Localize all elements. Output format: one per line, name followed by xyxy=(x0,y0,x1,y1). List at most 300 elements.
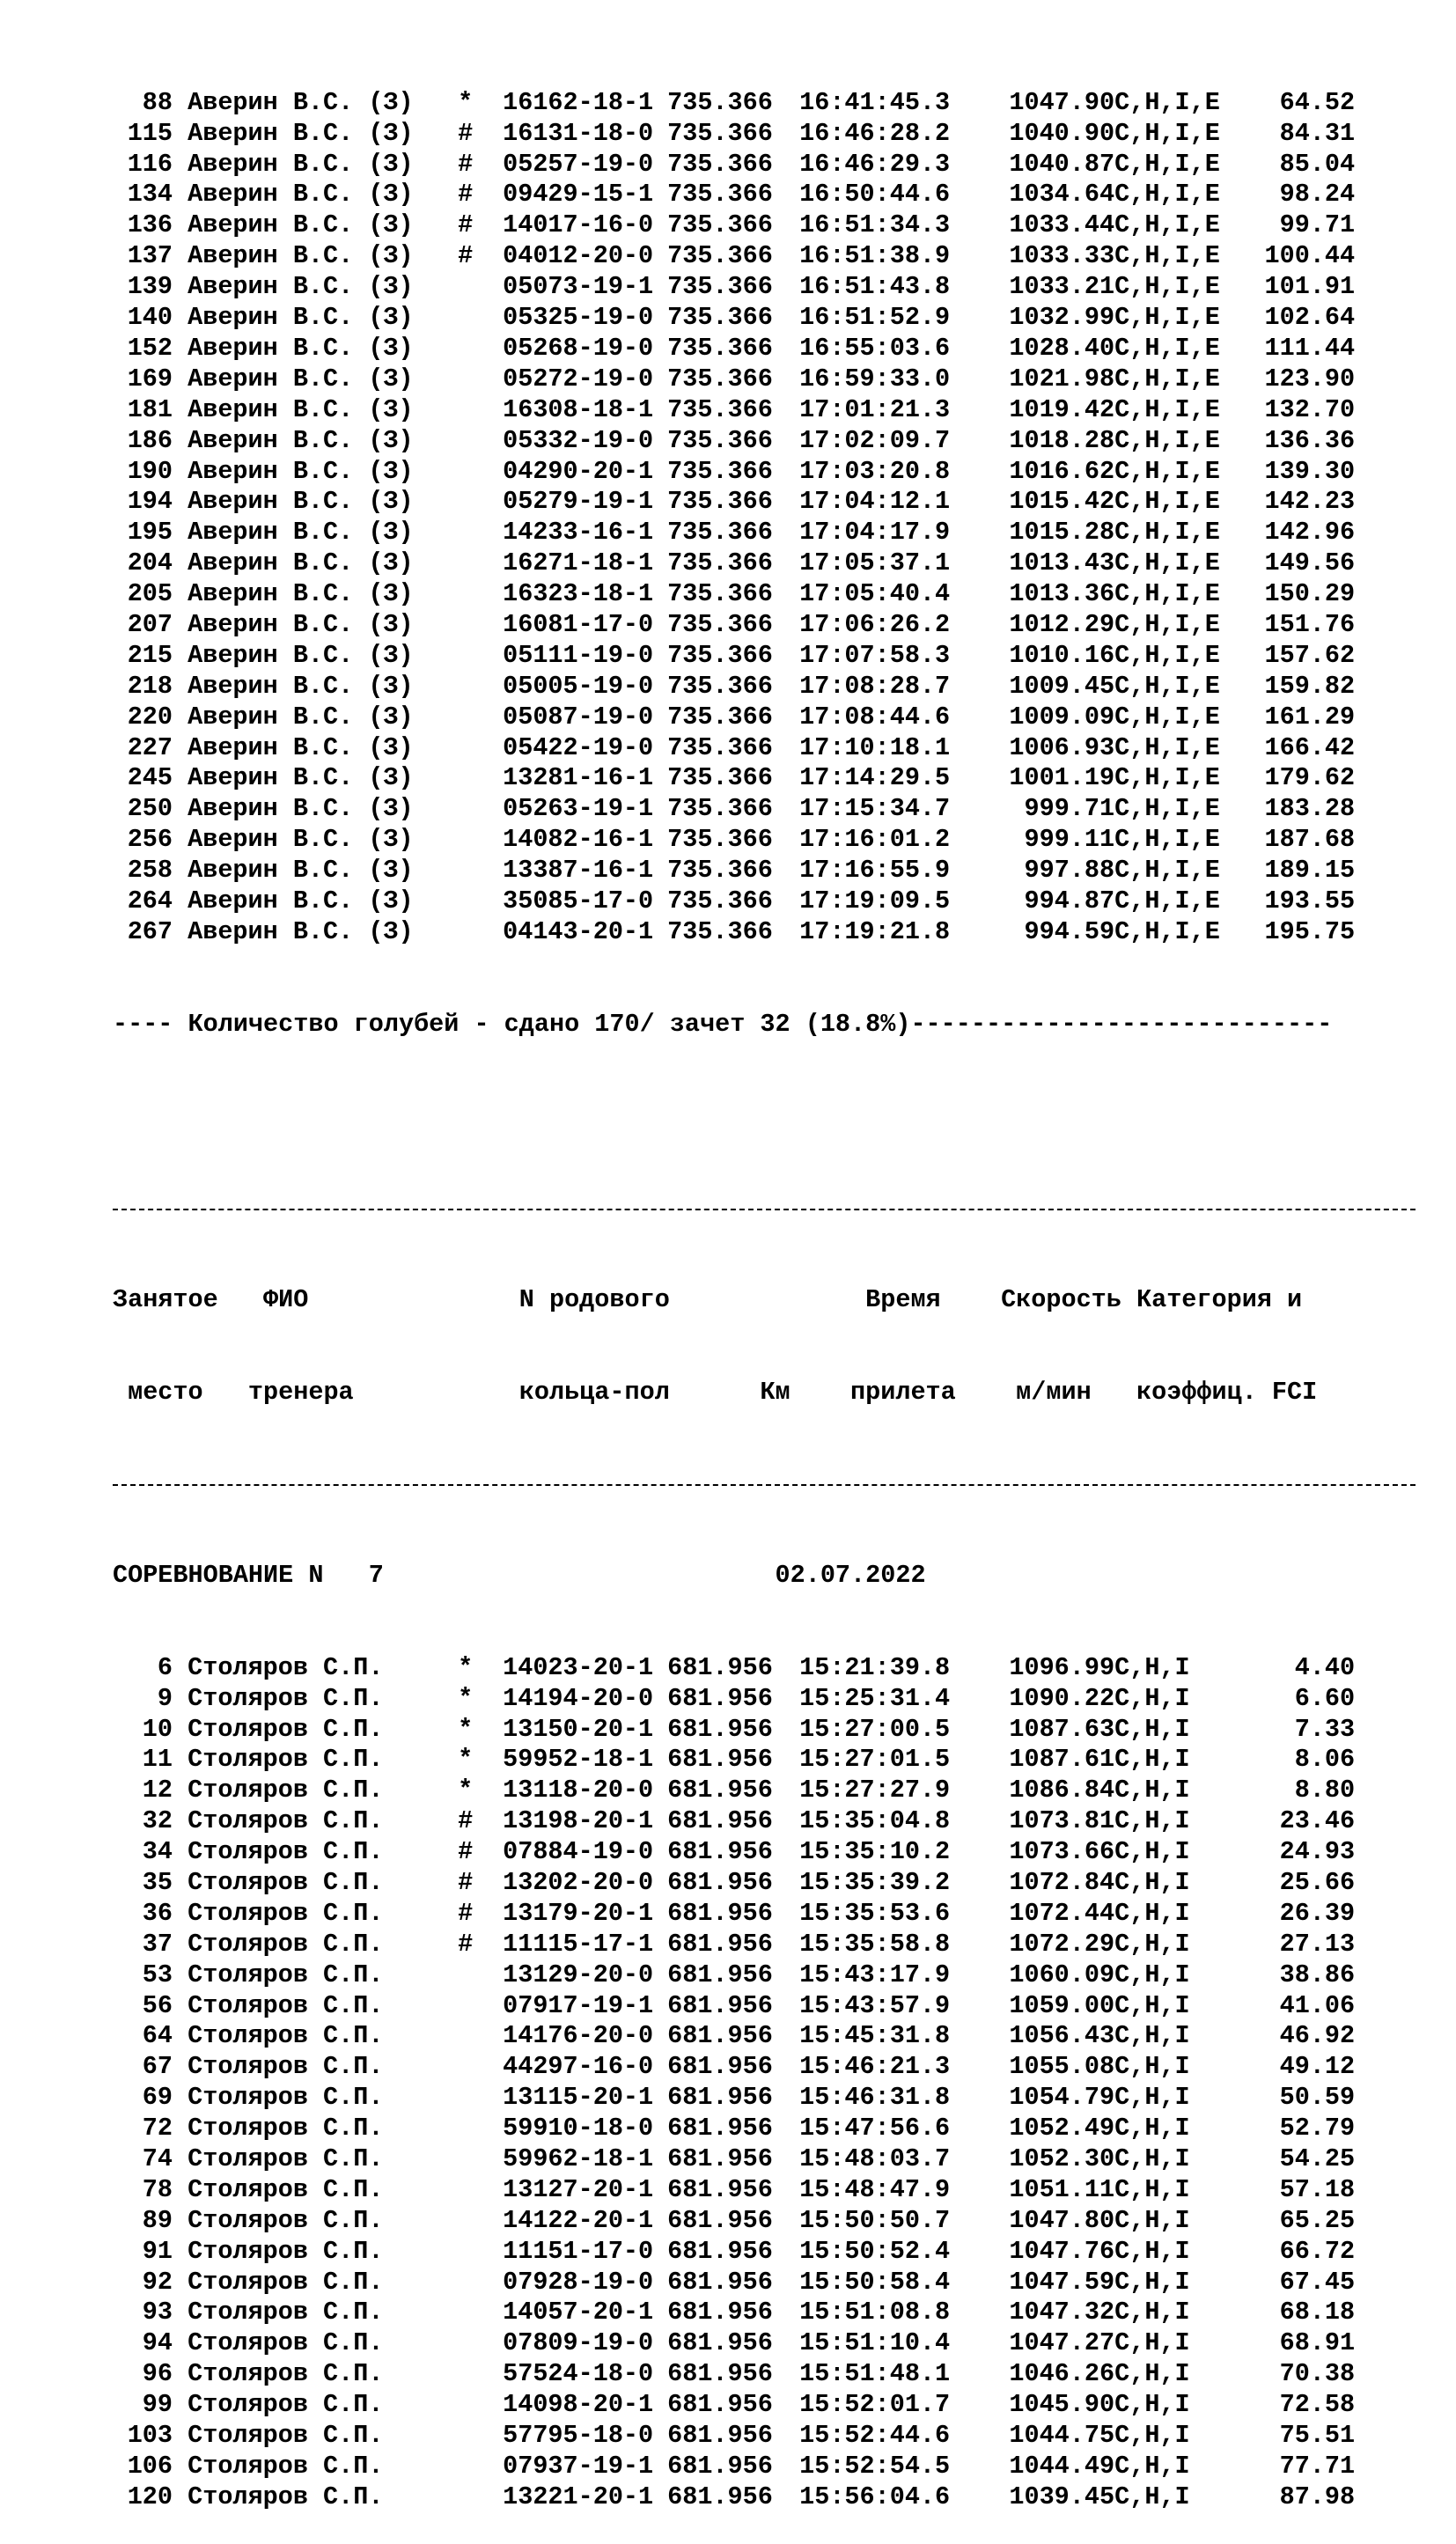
cell-place: 34 xyxy=(142,1837,173,1867)
cell-km: 681.956 xyxy=(667,2267,773,2297)
cell-speed: 1006.93 xyxy=(1009,732,1115,762)
competition-title: СОРЕВНОВАНИЕ N 7 02.07.2022 xyxy=(113,1561,926,1591)
table-row xyxy=(113,825,1416,856)
cell-ring: 59952-18-1 xyxy=(503,1745,654,1775)
cell-speed: 1040.90 xyxy=(1009,118,1115,148)
cell-ring: 04012-20-0 xyxy=(503,241,654,271)
cell-ring: 13179-20-1 xyxy=(503,1898,654,1928)
cell-fci: 24.93 xyxy=(1279,1837,1356,1867)
blank-line xyxy=(113,1101,1416,1132)
cell-place: 250 xyxy=(127,794,173,824)
cell-cat: C,H,I,E xyxy=(1114,456,1220,486)
cell-speed: 1060.09 xyxy=(1009,1959,1115,1989)
cell-time: 16:51:38.9 xyxy=(799,241,951,271)
cell-name: Аверин В.С. (З) xyxy=(188,210,414,240)
cell-km: 681.956 xyxy=(667,2421,773,2451)
cell-km: 681.956 xyxy=(667,1837,773,1867)
cell-place: 218 xyxy=(127,671,173,701)
cell-km: 735.366 xyxy=(667,763,773,793)
cell-km: 681.956 xyxy=(667,2083,773,2113)
cell-cat: C,H,I,E xyxy=(1114,518,1220,548)
table-row xyxy=(113,1837,1416,1868)
cell-km: 681.956 xyxy=(667,1776,773,1805)
cell-time: 15:51:48.1 xyxy=(799,2359,951,2389)
cell-cat: C,H,I xyxy=(1114,1837,1190,1867)
cell-km: 735.366 xyxy=(667,609,773,639)
cell-km: 681.956 xyxy=(667,1806,773,1836)
cell-ring: 05422-19-0 xyxy=(503,732,654,762)
cell-fci: 64.52 xyxy=(1279,87,1356,117)
table-row xyxy=(113,610,1416,641)
cell-cat: C,H,I xyxy=(1114,2451,1190,2481)
table-row xyxy=(113,702,1416,733)
cell-place: 53 xyxy=(142,1959,173,1989)
cell-ring: 05279-19-1 xyxy=(503,487,654,517)
cell-cat: C,H,I xyxy=(1114,1652,1190,1682)
cell-ring: 05268-19-0 xyxy=(503,333,654,363)
cell-ring: 07917-19-1 xyxy=(503,1990,654,2020)
cell-ring: 13150-20-1 xyxy=(503,1714,654,1744)
cell-fci: 139.30 xyxy=(1264,456,1356,486)
cell-place: 37 xyxy=(142,1929,173,1959)
cell-mark: # xyxy=(458,1868,474,1897)
cell-ring: 05087-19-0 xyxy=(503,702,654,732)
cell-ring: 16271-18-1 xyxy=(503,548,654,578)
cell-cat: C,H,I xyxy=(1114,2052,1190,2082)
header-line-2: место тренера кольца-пол Км прилета м/мин коэффиц. FCI xyxy=(113,1377,1318,1407)
cell-cat: C,H,I xyxy=(1114,2359,1190,2389)
cell-mark: # xyxy=(458,241,474,271)
cell-time: 17:08:44.6 xyxy=(799,702,951,732)
cell-km: 735.366 xyxy=(667,794,773,824)
cell-time: 16:51:34.3 xyxy=(799,210,951,240)
cell-place: 120 xyxy=(127,2482,173,2511)
cell-time: 17:04:17.9 xyxy=(799,518,951,548)
cell-speed: 1040.87 xyxy=(1009,149,1115,179)
cell-time: 15:46:31.8 xyxy=(799,2083,951,2113)
cell-place: 139 xyxy=(127,272,173,302)
cell-km: 735.366 xyxy=(667,210,773,240)
cell-mark: * xyxy=(458,1683,474,1713)
cell-speed: 999.71 xyxy=(1024,794,1115,824)
cell-fci: 85.04 xyxy=(1279,149,1356,179)
cell-place: 6 xyxy=(157,1652,173,1682)
cell-speed: 1010.16 xyxy=(1009,640,1115,670)
cell-cat: C,H,I xyxy=(1114,1990,1190,2020)
cell-ring: 11151-17-0 xyxy=(503,2236,654,2266)
table-row xyxy=(113,1745,1416,1776)
cell-km: 735.366 xyxy=(667,241,773,271)
cell-speed: 1028.40 xyxy=(1009,333,1115,363)
cell-ring: 14233-16-1 xyxy=(503,518,654,548)
cell-km: 735.366 xyxy=(667,579,773,609)
cell-cat: C,H,I xyxy=(1114,1929,1190,1959)
cell-speed: 1021.98 xyxy=(1009,364,1115,393)
cell-name: Столяров С.П. xyxy=(188,1714,384,1744)
cell-cat: C,H,I,E xyxy=(1114,272,1220,302)
cell-ring: 16131-18-0 xyxy=(503,118,654,148)
cell-name: Столяров С.П. xyxy=(188,2052,384,2082)
cell-speed: 1072.84 xyxy=(1009,1868,1115,1897)
cell-time: 15:52:01.7 xyxy=(799,2390,951,2420)
cell-fci: 132.70 xyxy=(1264,394,1356,424)
cell-cat: C,H,I xyxy=(1114,1898,1190,1928)
cell-ring: 04290-20-1 xyxy=(503,456,654,486)
cell-place: 152 xyxy=(127,333,173,363)
cell-fci: 179.62 xyxy=(1264,763,1356,793)
cell-time: 17:14:29.5 xyxy=(799,763,951,793)
cell-place: 258 xyxy=(127,856,173,886)
cell-cat: C,H,I xyxy=(1114,2421,1190,2451)
cell-cat: C,H,I,E xyxy=(1114,425,1220,455)
cell-place: 264 xyxy=(127,886,173,915)
cell-name: Столяров С.П. xyxy=(188,2021,384,2051)
cell-time: 17:03:20.8 xyxy=(799,456,951,486)
cell-speed: 1054.79 xyxy=(1009,2083,1115,2113)
cell-ring: 13127-20-1 xyxy=(503,2174,654,2204)
cell-time: 15:35:39.2 xyxy=(799,1868,951,1897)
cell-speed: 1072.29 xyxy=(1009,1929,1115,1959)
cell-place: 204 xyxy=(127,548,173,578)
cell-cat: C,H,I,E xyxy=(1114,671,1220,701)
cell-time: 15:50:52.4 xyxy=(799,2236,951,2266)
table-row xyxy=(113,2421,1416,2452)
table-row xyxy=(113,579,1416,610)
cell-ring: 07937-19-1 xyxy=(503,2451,654,2481)
cell-cat: C,H,I xyxy=(1114,2390,1190,2420)
cell-cat: C,H,I,E xyxy=(1114,856,1220,886)
cell-name: Аверин В.С. (З) xyxy=(188,272,414,302)
cell-place: 134 xyxy=(127,180,173,210)
cell-cat: C,H,I xyxy=(1114,2328,1190,2358)
cell-speed: 1015.42 xyxy=(1009,487,1115,517)
cell-mark: # xyxy=(458,180,474,210)
cell-cat: C,H,I xyxy=(1114,2144,1190,2174)
cell-place: 94 xyxy=(142,2328,173,2358)
cell-fci: 41.06 xyxy=(1279,1990,1356,2020)
cell-name: Столяров С.П. xyxy=(188,2174,384,2204)
cell-time: 15:51:08.8 xyxy=(799,2298,951,2327)
cell-fci: 68.18 xyxy=(1279,2298,1356,2327)
cell-km: 681.956 xyxy=(667,1959,773,1989)
cell-km: 681.956 xyxy=(667,1898,773,1928)
cell-place: 267 xyxy=(127,916,173,946)
cell-time: 15:35:04.8 xyxy=(799,1806,951,1836)
cell-km: 735.366 xyxy=(667,394,773,424)
cell-time: 15:27:00.5 xyxy=(799,1714,951,1744)
cell-ring: 05005-19-0 xyxy=(503,671,654,701)
cell-name: Аверин В.С. (З) xyxy=(188,394,414,424)
cell-fci: 66.72 xyxy=(1279,2236,1356,2266)
cell-km: 735.366 xyxy=(667,548,773,578)
cell-name: Столяров С.П. xyxy=(188,1837,384,1867)
cell-km: 735.366 xyxy=(667,364,773,393)
cell-time: 15:50:58.4 xyxy=(799,2267,951,2297)
summary-line: ---- Количество голубей - сдано 170/ зачет 32 (18.8%)---------------------------- xyxy=(113,1009,1333,1039)
cell-speed: 1034.64 xyxy=(1009,180,1115,210)
cell-km: 681.956 xyxy=(667,1652,773,1682)
cell-cat: C,H,I xyxy=(1114,1745,1190,1775)
cell-km: 681.956 xyxy=(667,1714,773,1744)
cell-ring: 57795-18-0 xyxy=(503,2421,654,2451)
cell-speed: 1090.22 xyxy=(1009,1683,1115,1713)
cell-fci: 149.56 xyxy=(1264,548,1356,578)
cell-ring: 13115-20-1 xyxy=(503,2083,654,2113)
table-row xyxy=(113,2144,1416,2175)
cell-mark: # xyxy=(458,1898,474,1928)
cell-fci: 142.96 xyxy=(1264,518,1356,548)
cell-speed: 1087.61 xyxy=(1009,1745,1115,1775)
cell-name: Столяров С.П. xyxy=(188,1776,384,1805)
cell-cat: C,H,I,E xyxy=(1114,87,1220,117)
cell-time: 16:50:44.6 xyxy=(799,180,951,210)
cell-fci: 159.82 xyxy=(1264,671,1356,701)
cell-fci: 84.31 xyxy=(1279,118,1356,148)
table-row xyxy=(113,1806,1416,1837)
table-row xyxy=(113,672,1416,702)
cell-speed: 1052.49 xyxy=(1009,2114,1115,2143)
cell-km: 681.956 xyxy=(667,2021,773,2051)
cell-name: Аверин В.С. (З) xyxy=(188,364,414,393)
cell-speed: 997.88 xyxy=(1024,856,1115,886)
cell-speed: 1059.00 xyxy=(1009,1990,1115,2020)
cell-speed: 1055.08 xyxy=(1009,2052,1115,2082)
cell-km: 681.956 xyxy=(667,2451,773,2481)
cell-cat: C,H,I,E xyxy=(1114,394,1220,424)
cell-place: 9 xyxy=(157,1683,173,1713)
cell-fci: 166.42 xyxy=(1264,732,1356,762)
cell-speed: 1016.62 xyxy=(1009,456,1115,486)
cell-speed: 1047.59 xyxy=(1009,2267,1115,2297)
table-row xyxy=(113,88,1416,119)
table-row xyxy=(113,2268,1416,2298)
cell-name: Столяров С.П. xyxy=(188,1745,384,1775)
cell-place: 10 xyxy=(142,1714,173,1744)
cell-km: 735.366 xyxy=(667,87,773,117)
cell-cat: C,H,I,E xyxy=(1114,180,1220,210)
table-row xyxy=(113,272,1416,303)
cell-time: 16:51:43.8 xyxy=(799,272,951,302)
cell-ring: 05325-19-0 xyxy=(503,303,654,333)
cell-fci: 102.64 xyxy=(1264,303,1356,333)
table-row xyxy=(113,2359,1416,2390)
cell-cat: C,H,I xyxy=(1114,1806,1190,1836)
cell-time: 16:59:33.0 xyxy=(799,364,951,393)
cell-time: 16:51:52.9 xyxy=(799,303,951,333)
cell-place: 67 xyxy=(142,2052,173,2082)
cell-speed: 1009.45 xyxy=(1009,671,1115,701)
cell-name: Столяров С.П. xyxy=(188,2482,384,2511)
cell-place: 207 xyxy=(127,609,173,639)
cell-cat: C,H,I,E xyxy=(1114,794,1220,824)
cell-time: 17:02:09.7 xyxy=(799,425,951,455)
cell-name: Аверин В.С. (З) xyxy=(188,87,414,117)
cell-place: 92 xyxy=(142,2267,173,2297)
cell-km: 735.366 xyxy=(667,303,773,333)
cell-place: 35 xyxy=(142,1868,173,1897)
cell-km: 681.956 xyxy=(667,2114,773,2143)
table-row xyxy=(113,886,1416,917)
cell-speed: 1087.63 xyxy=(1009,1714,1115,1744)
table-row xyxy=(113,2021,1416,2052)
cell-name: Столяров С.П. xyxy=(188,1683,384,1713)
cell-fci: 65.25 xyxy=(1279,2205,1356,2235)
cell-name: Аверин В.С. (З) xyxy=(188,579,414,609)
cell-fci: 8.80 xyxy=(1294,1776,1356,1805)
cell-speed: 1072.44 xyxy=(1009,1898,1115,1928)
cell-cat: C,H,I,E xyxy=(1114,241,1220,271)
cell-cat: C,H,I xyxy=(1114,1714,1190,1744)
cell-km: 735.366 xyxy=(667,702,773,732)
cell-name: Столяров С.П. xyxy=(188,2390,384,2420)
cell-cat: C,H,I xyxy=(1114,2205,1190,2235)
cell-time: 15:43:17.9 xyxy=(799,1959,951,1989)
cell-fci: 87.98 xyxy=(1279,2482,1356,2511)
cell-cat: C,H,I,E xyxy=(1114,487,1220,517)
cell-name: Аверин В.С. (З) xyxy=(188,671,414,701)
cell-km: 735.366 xyxy=(667,518,773,548)
cell-fci: 26.39 xyxy=(1279,1898,1356,1928)
cell-speed: 1013.43 xyxy=(1009,548,1115,578)
cell-name: Аверин В.С. (З) xyxy=(188,518,414,548)
cell-fci: 99.71 xyxy=(1279,210,1356,240)
cell-name: Аверин В.С. (З) xyxy=(188,180,414,210)
cell-fci: 46.92 xyxy=(1279,2021,1356,2051)
cell-ring: 05111-19-0 xyxy=(503,640,654,670)
cell-time: 17:04:12.1 xyxy=(799,487,951,517)
cell-ring: 16323-18-1 xyxy=(503,579,654,609)
table-row xyxy=(113,2482,1416,2513)
cell-fci: 98.24 xyxy=(1279,180,1356,210)
cell-time: 15:35:53.6 xyxy=(799,1898,951,1928)
cell-time: 15:27:01.5 xyxy=(799,1745,951,1775)
table-row xyxy=(113,334,1416,364)
cell-time: 17:08:28.7 xyxy=(799,671,951,701)
cell-time: 15:35:10.2 xyxy=(799,1837,951,1867)
cell-km: 735.366 xyxy=(667,180,773,210)
cell-ring: 14017-16-0 xyxy=(503,210,654,240)
table-row xyxy=(113,2206,1416,2237)
cell-place: 194 xyxy=(127,487,173,517)
cell-km: 681.956 xyxy=(667,2174,773,2204)
cell-place: 186 xyxy=(127,425,173,455)
cell-ring: 14098-20-1 xyxy=(503,2390,654,2420)
cell-speed: 1033.44 xyxy=(1009,210,1115,240)
cell-fci: 101.91 xyxy=(1264,272,1356,302)
cell-name: Аверин В.С. (З) xyxy=(188,118,414,148)
cell-time: 17:07:58.3 xyxy=(799,640,951,670)
cell-fci: 4.40 xyxy=(1294,1652,1356,1682)
cell-cat: C,H,I,E xyxy=(1114,579,1220,609)
cell-ring: 04143-20-1 xyxy=(503,916,654,946)
cell-speed: 1086.84 xyxy=(1009,1776,1115,1805)
cell-fci: 25.66 xyxy=(1279,1868,1356,1897)
cell-fci: 193.55 xyxy=(1264,886,1356,915)
cell-time: 15:47:56.6 xyxy=(799,2114,951,2143)
cell-ring: 07809-19-0 xyxy=(503,2328,654,2358)
cell-mark: # xyxy=(458,210,474,240)
cell-time: 17:15:34.7 xyxy=(799,794,951,824)
cell-cat: C,H,I,E xyxy=(1114,609,1220,639)
cell-name: Аверин В.С. (З) xyxy=(188,763,414,793)
cell-ring: 07928-19-0 xyxy=(503,2267,654,2297)
cell-cat: C,H,I,E xyxy=(1114,732,1220,762)
cell-name: Столяров С.П. xyxy=(188,2328,384,2358)
cell-ring: 13221-20-1 xyxy=(503,2482,654,2511)
cell-mark: # xyxy=(458,1929,474,1959)
table-row xyxy=(113,733,1416,764)
table-row xyxy=(113,364,1416,395)
cell-cat: C,H,I xyxy=(1114,2114,1190,2143)
cell-name: Аверин В.С. (З) xyxy=(188,794,414,824)
cell-place: 69 xyxy=(142,2083,173,2113)
table-row xyxy=(113,2390,1416,2421)
table-row xyxy=(113,641,1416,672)
table-row xyxy=(113,1991,1416,2022)
cell-ring: 13118-20-0 xyxy=(503,1776,654,1805)
cell-ring: 14194-20-0 xyxy=(503,1683,654,1713)
cell-ring: 14057-20-1 xyxy=(503,2298,654,2327)
cell-ring: 05332-19-0 xyxy=(503,425,654,455)
cell-name: Аверин В.С. (З) xyxy=(188,886,414,915)
cell-speed: 1018.28 xyxy=(1009,425,1115,455)
cell-time: 17:01:21.3 xyxy=(799,394,951,424)
cell-km: 735.366 xyxy=(667,886,773,915)
cell-speed: 999.11 xyxy=(1024,825,1115,855)
section-aver-results xyxy=(113,88,1416,948)
cell-mark: * xyxy=(458,87,474,117)
cell-speed: 1047.90 xyxy=(1009,87,1115,117)
cell-time: 17:16:55.9 xyxy=(799,856,951,886)
cell-cat: C,H,I,E xyxy=(1114,210,1220,240)
cell-km: 735.366 xyxy=(667,732,773,762)
cell-fci: 183.28 xyxy=(1264,794,1356,824)
cell-cat: C,H,I,E xyxy=(1114,118,1220,148)
cell-ring: 05263-19-1 xyxy=(503,794,654,824)
cell-place: 115 xyxy=(127,118,173,148)
cell-name: Столяров С.П. xyxy=(188,2421,384,2451)
cell-km: 735.366 xyxy=(667,333,773,363)
cell-km: 735.366 xyxy=(667,856,773,886)
cell-name: Столяров С.П. xyxy=(188,2114,384,2143)
results-document xyxy=(113,26,1416,2544)
table-row xyxy=(113,2175,1416,2206)
cell-km: 735.366 xyxy=(667,456,773,486)
cell-ring: 14122-20-1 xyxy=(503,2205,654,2235)
table-row xyxy=(113,1653,1416,1684)
cell-mark: * xyxy=(458,1745,474,1775)
table-row xyxy=(113,457,1416,488)
cell-km: 735.366 xyxy=(667,487,773,517)
cell-fci: 150.29 xyxy=(1264,579,1356,609)
cell-ring: 07884-19-0 xyxy=(503,1837,654,1867)
cell-speed: 1032.99 xyxy=(1009,303,1115,333)
cell-place: 88 xyxy=(142,87,173,117)
cell-speed: 1045.90 xyxy=(1009,2390,1115,2420)
cell-speed: 1073.66 xyxy=(1009,1837,1115,1867)
table-row xyxy=(113,150,1416,180)
cell-ring: 59910-18-0 xyxy=(503,2114,654,2143)
cell-ring: 11115-17-1 xyxy=(503,1929,654,1959)
cell-name: Аверин В.С. (З) xyxy=(188,425,414,455)
cell-fci: 100.44 xyxy=(1264,241,1356,271)
table-row xyxy=(113,241,1416,272)
table-row xyxy=(113,487,1416,518)
cell-place: 99 xyxy=(142,2390,173,2420)
table-row xyxy=(113,2298,1416,2328)
table-row xyxy=(113,395,1416,426)
cell-mark: * xyxy=(458,1714,474,1744)
